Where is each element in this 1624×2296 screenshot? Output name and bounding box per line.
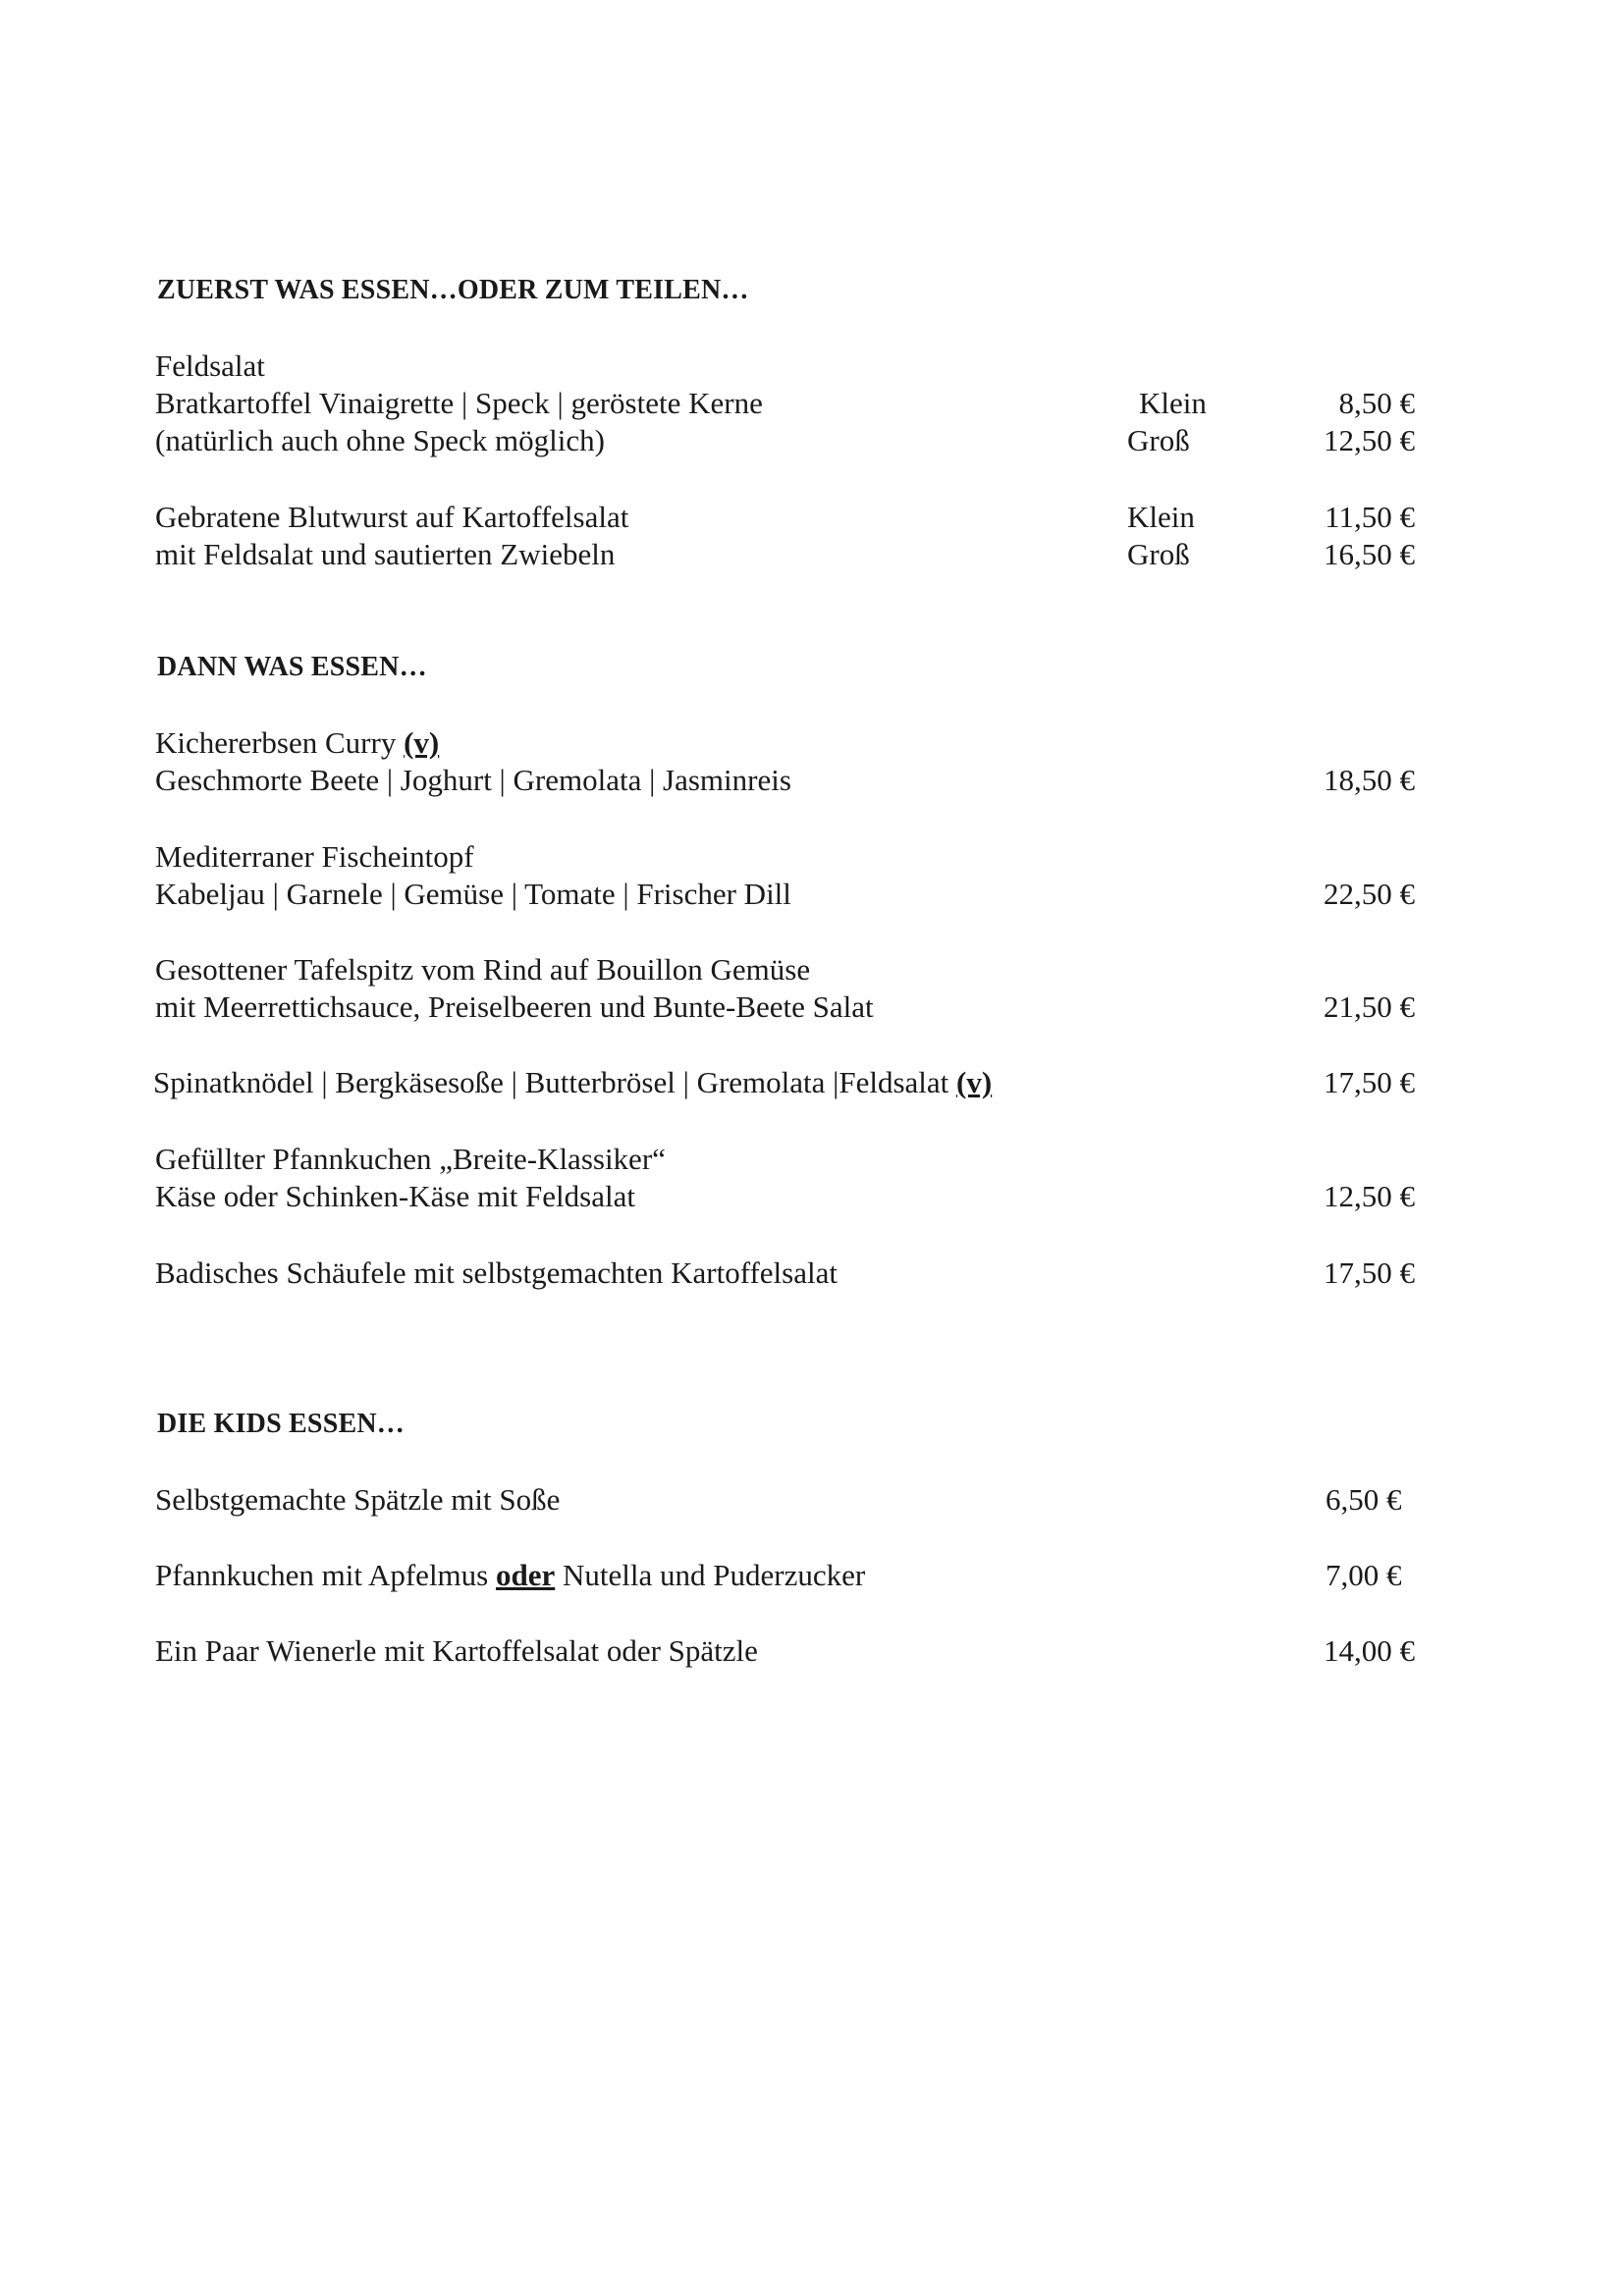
dish-name: Gebratene Blutwurst auf Kartoffelsalat	[155, 500, 629, 534]
dish-name-text: Kichererbsen Curry	[155, 725, 397, 760]
dish-description: Bratkartoffel Vinaigrette | Speck | geröstete Kerne	[155, 386, 763, 420]
price: 12,50 €	[1324, 1179, 1415, 1213]
dish-name	[155, 724, 439, 762]
section-heading-starters: ZUERST WAS ESSEN…ODER ZUM TEILEN…	[157, 275, 749, 305]
vegetarian-marker: (v)	[956, 1065, 993, 1099]
price: 17,50 €	[1324, 1065, 1415, 1099]
dish-name: Selbstgemachte Spätzle mit Soße	[155, 1482, 561, 1517]
price: 14,00 €	[1324, 1633, 1415, 1668]
price: 17,50 €	[1324, 1255, 1415, 1290]
dish-name	[153, 1064, 992, 1101]
price: 22,50 €	[1324, 877, 1415, 911]
dish-description: mit Meerrettichsauce, Preiselbeeren und Bunte-Beete Salat	[155, 989, 874, 1024]
emphasis-word: oder	[495, 1558, 556, 1592]
dish-name: Mediterraner Fischeintopf	[155, 839, 474, 874]
dish-description: mit Feldsalat und sautierten Zwiebeln	[155, 537, 616, 571]
section-heading-kids: DIE KIDS ESSEN…	[157, 1409, 405, 1439]
dish-name: Feldsalat	[155, 348, 265, 383]
price: 8,50 €	[1338, 386, 1415, 420]
dish-name: Badisches Schäufele mit selbstgemachten Kartoffelsalat	[155, 1255, 838, 1290]
size-label: Klein	[1139, 386, 1207, 420]
price: 21,50 €	[1324, 989, 1415, 1024]
dish-name-text: Nutella und Puderzucker	[563, 1558, 866, 1592]
dish-description: (natürlich auch ohne Speck möglich)	[155, 423, 605, 457]
section-heading-mains: DANN WAS ESSEN…	[157, 652, 427, 682]
size-label: Groß	[1127, 423, 1190, 457]
dish-description: Geschmorte Beete | Joghurt | Gremolata | Jasminreis	[155, 763, 791, 797]
price: 11,50 €	[1325, 500, 1415, 534]
dish-name-text: Spinatknödel | Bergkäsesoße | Butterbrösel | Gremolata |Feldsalat	[153, 1065, 949, 1099]
price: 16,50 €	[1324, 537, 1415, 571]
vegetarian-marker: (v)	[404, 725, 440, 760]
price: 18,50 €	[1324, 763, 1415, 797]
dish-name: Gesottener Tafelspitz vom Rind auf Bouillon Gemüse	[155, 952, 811, 987]
price: 7,00 €	[1326, 1558, 1402, 1592]
dish-description: Käse oder Schinken-Käse mit Feldsalat	[155, 1179, 635, 1213]
size-label: Groß	[1127, 537, 1190, 571]
size-label: Klein	[1127, 500, 1195, 534]
price: 12,50 €	[1324, 423, 1415, 457]
dish-name-text: Pfannkuchen mit Apfelmus	[155, 1558, 489, 1592]
dish-name	[155, 1557, 865, 1594]
dish-name: Gefüllter Pfannkuchen „Breite-Klassiker“	[155, 1142, 666, 1176]
price: 6,50 €	[1326, 1482, 1402, 1517]
dish-name: Ein Paar Wienerle mit Kartoffelsalat oder Spätzle	[155, 1633, 758, 1668]
dish-description: Kabeljau | Garnele | Gemüse | Tomate | Frischer Dill	[155, 877, 791, 911]
